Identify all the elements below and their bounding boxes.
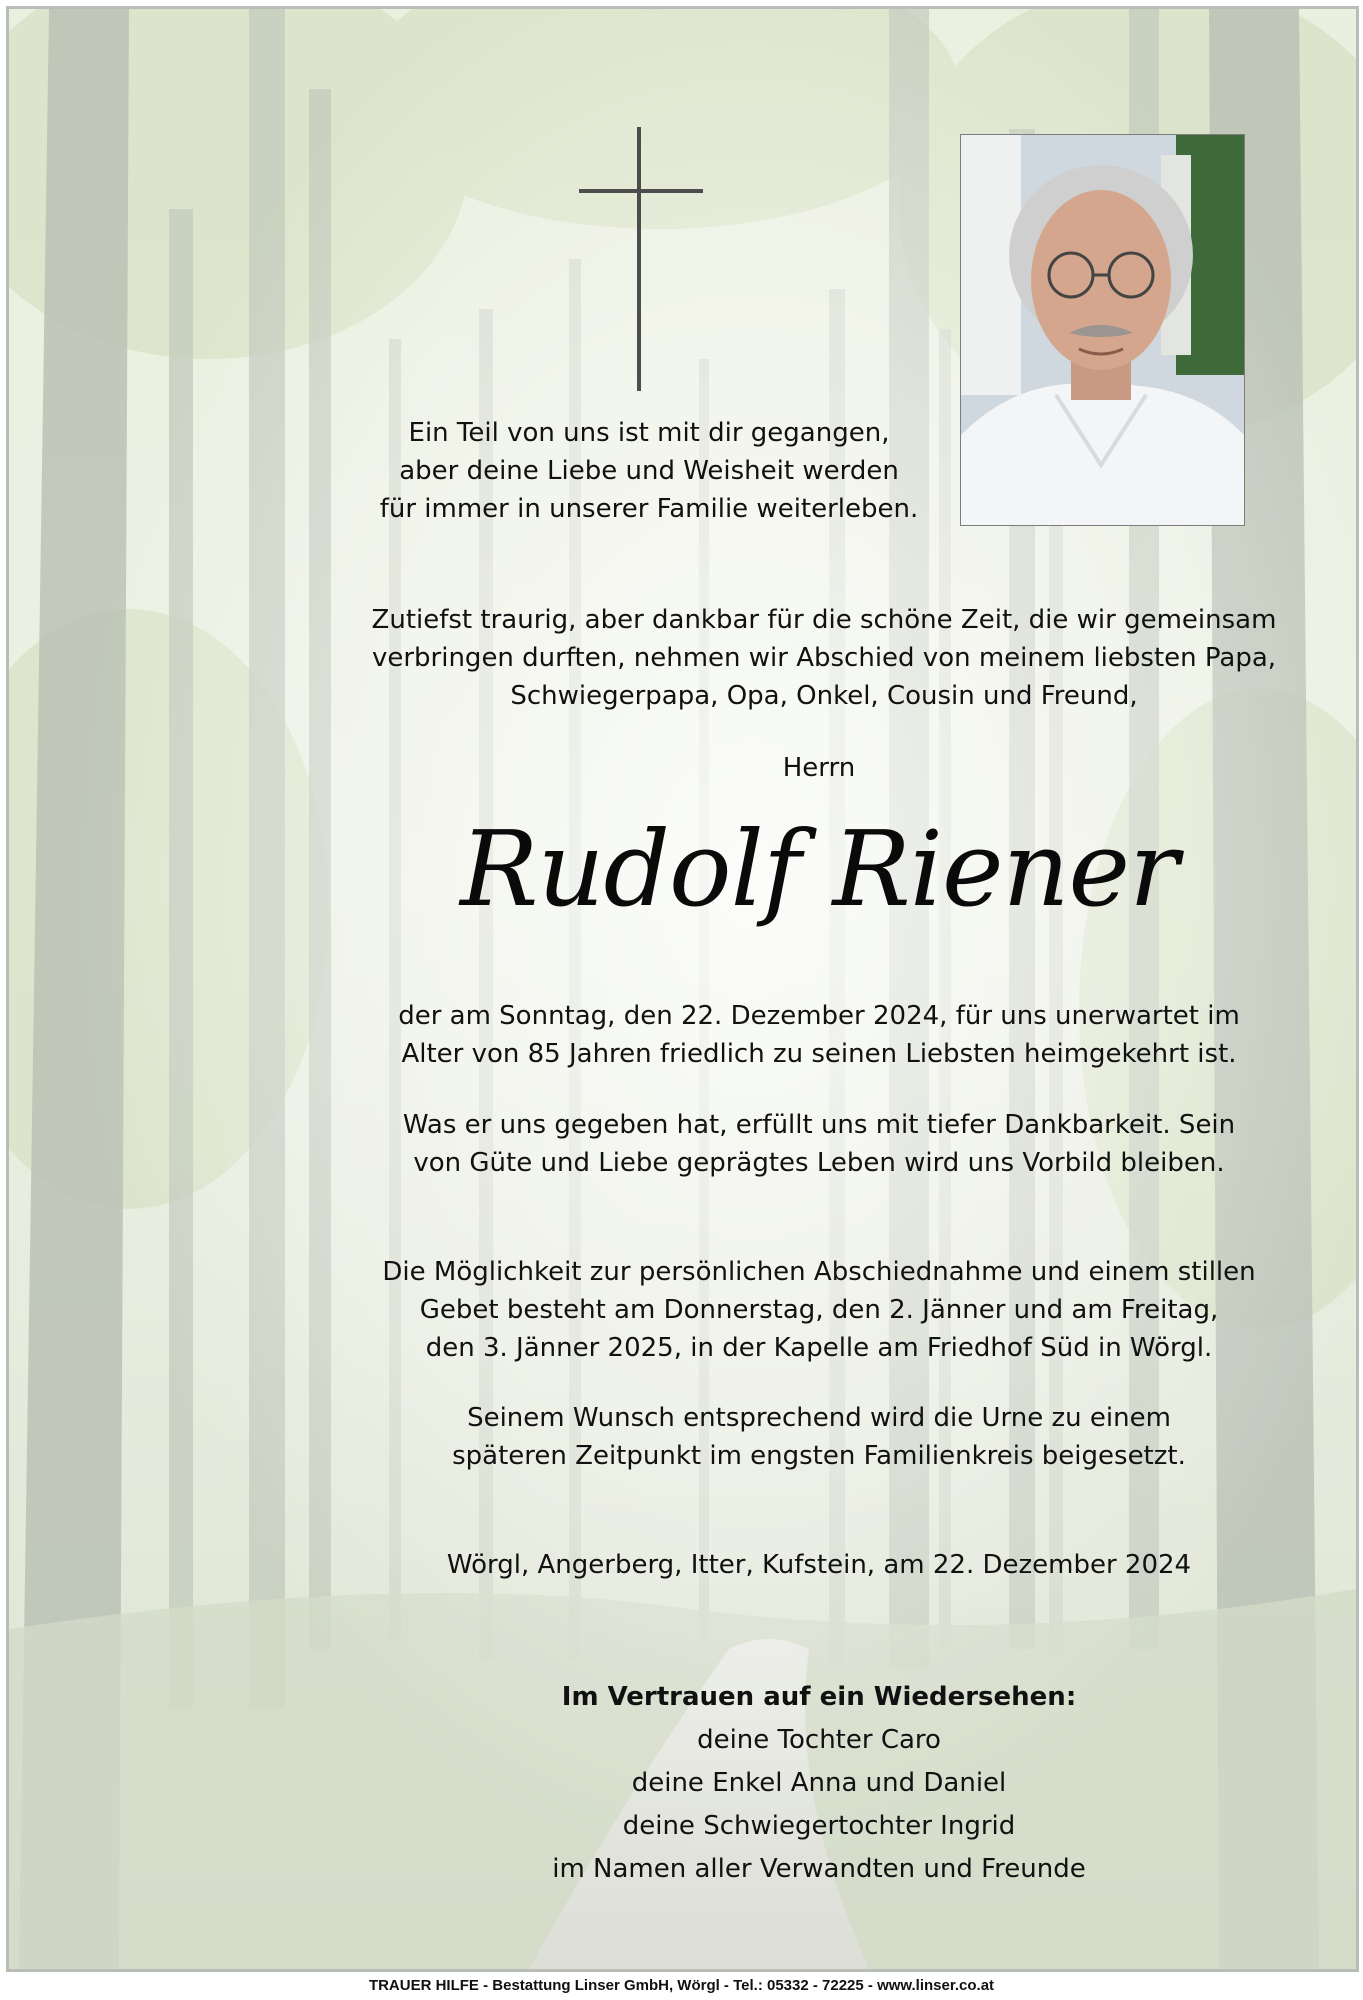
farewell-line: Die Möglichkeit zur persönlichen Abschiednahme und einem stillen xyxy=(382,1257,1256,1287)
intro-paragraph xyxy=(289,601,1359,715)
quote-line: aber deine Liebe und Weisheit werden xyxy=(399,456,899,486)
intro-line: verbringen durften, nehmen wir Abschied von meinem liebsten Papa, xyxy=(371,643,1277,673)
death-notice-line: der am Sonntag, den 22. Dezember 2024, für uns unerwartet im xyxy=(398,1001,1240,1031)
mourner-line: im Namen aller Verwandten und Freunde xyxy=(552,1854,1086,1884)
mourner-line: deine Enkel Anna und Daniel xyxy=(631,1768,1007,1798)
mourners-heading: Im Vertrauen auf ein Wiedersehen: xyxy=(561,1682,1077,1712)
farewell-line: den 3. Jänner 2025, in der Kapelle am Friedhof Süd in Wörgl. xyxy=(425,1333,1213,1363)
quote-line: Ein Teil von uns ist mit dir gegangen, xyxy=(408,418,890,448)
gratitude-line: von Güte und Liebe geprägtes Leben wird uns Vorbild bleiben. xyxy=(413,1148,1225,1178)
quote-line: für immer in unserer Familie weiterleben. xyxy=(379,494,919,524)
cross-icon xyxy=(579,127,703,391)
gratitude-line: Was er uns gegeben hat, erfüllt uns mit tiefer Dankbarkeit. Sein xyxy=(402,1110,1236,1140)
intro-line: Schwiegerpapa, Opa, Onkel, Cousin und Freund, xyxy=(510,681,1138,711)
death-notice xyxy=(299,997,1339,1073)
salutation: Herrn xyxy=(782,753,856,783)
footer-funeral-home: TRAUER HILFE - Bestattung Linser GmbH, Wörgl - Tel.: 05332 - 72225 - www.linser.co.at xyxy=(368,1977,995,1994)
mourner-line: deine Schwiegertochter Ingrid xyxy=(622,1811,1016,1841)
gratitude-paragraph xyxy=(299,1106,1339,1182)
place-date: Wörgl, Angerberg, Itter, Kufstein, am 22. Dezember 2024 xyxy=(446,1550,1192,1580)
farewell-line: Gebet besteht am Donnerstag, den 2. Jänner und am Freitag, xyxy=(419,1295,1219,1325)
obituary-card xyxy=(6,6,1359,1972)
urn-line: späteren Zeitpunkt im engsten Familienkreis beigesetzt. xyxy=(452,1441,1186,1471)
deceased-name: Rudolf Riener xyxy=(460,808,1178,930)
quote xyxy=(149,414,1149,528)
mourner-line: deine Tochter Caro xyxy=(697,1725,941,1755)
urn-paragraph xyxy=(299,1399,1339,1475)
urn-line: Seinem Wunsch entsprechend wird die Urne zu einem xyxy=(467,1403,1171,1433)
death-notice-line: Alter von 85 Jahren friedlich zu seinen Liebsten heimgekehrt ist. xyxy=(401,1039,1237,1069)
mourners xyxy=(299,1676,1339,1891)
farewell-paragraph xyxy=(299,1253,1339,1367)
intro-line: Zutiefst traurig, aber dankbar für die schöne Zeit, die wir gemeinsam xyxy=(371,605,1277,635)
